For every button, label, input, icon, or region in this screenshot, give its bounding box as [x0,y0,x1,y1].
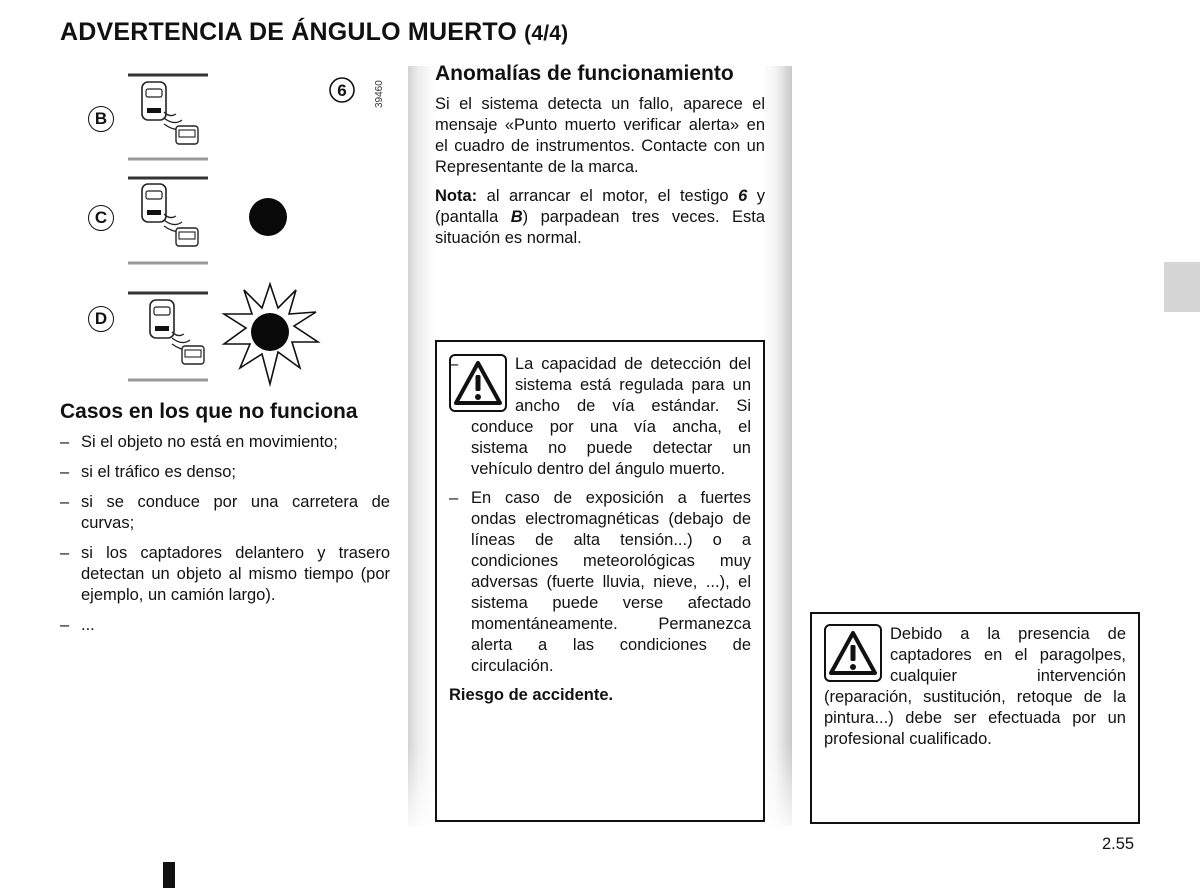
cases-heading: Casos en los que no funciona [60,400,358,423]
print-crop-mark [163,862,175,888]
list-item: – si los captadores delantero y trasero detectan un objeto al mismo tiempo (por ejemplo, un camión largo). [60,544,390,604]
anomalies-heading: Anomalías de funcionamiento [435,62,734,85]
callout-number: 6 [337,81,347,100]
own-car-icon [142,184,166,222]
other-car-icon [182,346,204,364]
panel-label-b: B [88,106,114,132]
warning-text: Debido a la presencia de captadores en el paragolpes, cualquier intervención (reparación, sustitución, retoque de la pintura...) debe ser efectuada por un profesional cualificado. [824,625,1126,748]
warning-risk-text: Riesgo de accidente. [449,686,614,704]
cases-list [60,432,390,636]
warning-lamp-flashing-icon [224,284,318,384]
warning-box-bumper [810,612,1140,824]
own-car-icon [150,300,174,338]
list-item: – Si el objeto no está en movimiento; [60,433,338,451]
list-item: – si se conduce por una carretera de curvas; [60,493,390,532]
figure-id: 39460 [374,80,385,108]
other-car-icon [176,228,198,246]
anomalies-note: Nota: al arrancar el motor, el testigo 6 y (pantalla B) parpadean tres veces. Esta situación es normal. [435,187,765,247]
page-title-suffix: (4/4) [524,22,569,45]
anomalies-section [435,62,765,257]
list-item: – si el tráfico es denso; [60,463,236,481]
callout-6-marker [330,78,354,102]
chapter-tab-marker [1164,262,1200,312]
warning-box-detection [435,340,765,822]
list-item: – ... [60,616,95,634]
warning-item: – En caso de exposición a fuertes ondas electromagnéticas (debajo de líneas de alta tensión...) o a condiciones meteorológicas muy adversas (fuerte lluvia, nieve, ...), el sistema puede verse afectado momentáneamente. Permanezca alerta a las condiciones de circulación. [449,489,751,675]
other-car-icon [176,126,198,144]
panel-label-c: C [88,205,114,231]
warning-triangle-icon [824,624,882,682]
own-car-icon [142,82,166,120]
page-title-text: ADVERTENCIA DE ÁNGULO MUERTO [60,18,518,46]
panel-d-scene [128,284,318,384]
blind-spot-figure [80,62,400,392]
panel-b-scene [128,75,208,159]
panel-label-d: D [88,306,114,332]
cases-section [60,400,390,645]
page-title [60,18,568,47]
warning-item: – La capacidad de detección del sistema está regulada para un ancho de vía estándar. Si conduce por una vía ancha, el sistema no puede detectar un vehículo dentro del ángulo muerto. [449,355,751,478]
blind-spot-illustration [80,62,400,392]
page-number: 2.55 [1102,835,1135,853]
anomalies-paragraph: Si el sistema detecta un fallo, aparece el mensaje «Punto muerto verificar alerta» en el cuadro de instrumentos. Contacte con un Representante de la marca. [435,95,765,176]
panel-c-scene [128,178,287,263]
warning-lamp-on-icon [249,198,287,236]
